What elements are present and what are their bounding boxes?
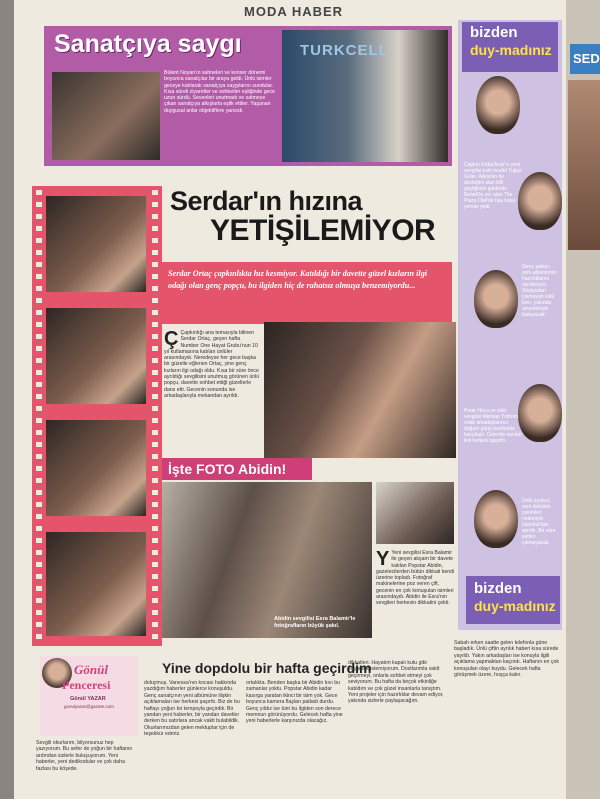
gossip-note: Çapkın Erdal Acar'ın yeni sevgilisi eski model Tuğçe Güler. Ailesinin de desteğini alan ikili geçtiğimiz günlerde Bebek'te yer alan The Plaza Otel'de baş başa yemek yedi.	[464, 162, 522, 210]
film-sprocket-hole	[152, 598, 158, 603]
film-sprocket-hole	[36, 598, 42, 603]
film-sprocket-hole	[36, 466, 42, 471]
film-sprocket-hole	[36, 262, 42, 267]
abidin-photo	[162, 482, 372, 638]
headline-line2: YETİŞİLEMİYOR	[210, 214, 436, 247]
lead-paragraph: Serdar Ortaç çapkınlıkta hız kesmiyor. Katıldığı bir davette güzel kızların ilgi odağı olan genç popçu, bu ilgiden hiç de rahatsız olmuşa benzemiyordu...	[162, 262, 452, 324]
portrait-photo	[476, 76, 520, 134]
photo-caption: Abidin sevgilisi Esra Balamir'le fotoğrafların büyük şakıl.	[274, 616, 356, 629]
gossip-note: Pınar Hoca ve eski sevgilisi Mehtap Yıldırım ortak arkadaşlarının doğum günü partisinde karşılaştı. Özlemle sarılan ikili herkesi şaşırttı.	[464, 408, 522, 444]
film-sprocket-hole	[36, 310, 42, 315]
film-sprocket-hole	[152, 358, 158, 363]
film-sprocket-hole	[152, 610, 158, 615]
film-sprocket-hole	[36, 394, 42, 399]
column-title: Yine dopdolu bir hafta geçirdim	[162, 660, 372, 676]
film-sprocket-hole	[152, 478, 158, 483]
bizden-footer	[466, 576, 560, 624]
article-body-text: Çapkınlığı ana temasıyla bilinen Serdar Ortaç, geçen hafta Number One Hayat Grubu'nun 10 yıl kutlamasına katılan ünlüler arasındaydı. Neredeyse her gece başka bir güzelle eğlenen Ortaç, yine genç kızların ilgi odağı oldu. Kısa bir süre önce ayrıldığı sevgilisini unutmuş görünen ünlü popçu, davette sohbet ettiği güzellerle dans etti. Gecenin sonunda ise arkadaşlarıyla mekandan ayrıldı.	[164, 330, 260, 399]
portrait-photo	[518, 172, 562, 230]
portrait-photo	[474, 490, 518, 548]
film-sprocket-hole	[36, 250, 42, 255]
column-intro: Sevgili okurlarım, bilyorsunuz hep yazıyorum. Bu sefer de yoğun bir haftanın ardından sizlerle buluşuyorum. Yeni haberler, yeni dedikodular ve çok daha fazlası bu köşede.	[36, 740, 133, 772]
foto-heading: İşte FOTO Abidin!	[162, 458, 312, 480]
portrait-photo	[518, 384, 562, 442]
film-sprocket-hole	[152, 262, 158, 267]
film-sprocket-hole	[36, 334, 42, 339]
film-sprocket-hole	[152, 334, 158, 339]
film-sprocket-hole	[36, 538, 42, 543]
film-sprocket-hole	[152, 346, 158, 351]
film-sprocket-hole	[152, 562, 158, 567]
film-sprocket-hole	[36, 562, 42, 567]
film-sprocket-hole	[152, 454, 158, 459]
film-sprocket-hole	[152, 526, 158, 531]
film-sprocket-hole	[152, 466, 158, 471]
bizden-column	[458, 20, 562, 630]
film-photo	[46, 308, 146, 404]
bizden-line2: duy-madınız	[474, 598, 556, 614]
drop-cap: Ç	[164, 330, 179, 350]
bizden-header	[462, 22, 558, 72]
film-sprocket-hole	[152, 550, 158, 555]
film-sprocket-hole	[36, 454, 42, 459]
film-sprocket-hole	[36, 550, 42, 555]
column-logo	[40, 656, 138, 736]
bizden-line1: bizden	[470, 24, 518, 41]
film-sprocket-hole	[36, 610, 42, 615]
film-sprocket-hole	[36, 490, 42, 495]
film-sprocket-hole	[152, 226, 158, 231]
adjacent-page	[566, 0, 600, 799]
article-body	[164, 330, 260, 458]
film-sprocket-hole	[36, 298, 42, 303]
sanat-title: Sanatçıya saygı	[54, 30, 242, 58]
sanat-photo-crowd	[52, 72, 160, 160]
film-sprocket-hole	[152, 202, 158, 207]
film-sprocket-hole	[36, 406, 42, 411]
film-sprocket-hole	[152, 634, 158, 639]
film-sprocket-hole	[36, 214, 42, 219]
bizden-line2: duy-madınız	[470, 42, 552, 58]
film-sprocket-hole	[152, 622, 158, 627]
film-sprocket-hole	[152, 382, 158, 387]
film-sprocket-hole	[36, 574, 42, 579]
film-sprocket-hole	[36, 442, 42, 447]
drop-cap: Y	[376, 550, 390, 570]
bizden-line1: bizden	[474, 580, 522, 597]
film-sprocket-hole	[152, 286, 158, 291]
film-sprocket-hole	[36, 274, 42, 279]
abidin-body	[376, 550, 456, 638]
film-sprocket-hole	[152, 322, 158, 327]
newspaper-page	[14, 0, 566, 799]
film-sprocket-hole	[36, 238, 42, 243]
film-sprocket-hole	[152, 370, 158, 375]
column-text: dikkatleri. Hayatım kapalı kutu gibi yaşamak istemiyorum. Dostlarımla vakit geçirmeyi, onlarla sohbet etmeyi çok seviyorum. Bu hafta da birçok etkinliğe katıldım ve çok güzel insanlarla tanıştım. Yeni projeler için hazırlıklar devam ediyor, yakında sizlerle paylaşacağım.	[348, 660, 444, 705]
party-photo	[264, 322, 456, 458]
film-photo	[46, 196, 146, 292]
column-text: ortalıkta. Benden başka bir Abidin kıvı bu zamanlar yoktu. Popstar Abidin kadar kasırga yaratan ikinci bir isim yok. Gece boyunca kamera flaşları patladı durdu. Genç yıldız ise tüm bu ilgiden son derece memnun görünüyordu. Gelecek hafta yine yeni haberlerle karşınızda olacağız.	[246, 680, 343, 725]
film-sprocket-hole	[152, 514, 158, 519]
film-sprocket-hole	[36, 622, 42, 627]
film-sprocket-hole	[152, 442, 158, 447]
section-header: MODA HABER	[244, 4, 344, 19]
film-photo	[46, 532, 146, 636]
headline-line1: Serdar'ın hızına	[170, 186, 362, 216]
couple-photo	[376, 482, 454, 544]
stage-logo: TURKCELL	[300, 42, 389, 59]
adjacent-page-badge: SED	[570, 44, 600, 74]
film-sprocket-hole	[152, 214, 158, 219]
film-sprocket-hole	[36, 526, 42, 531]
film-photo	[46, 420, 146, 516]
abidin-body-text: Yeni sevgilisi Esra Balamir ile geçen akşam bir davete katılan Popstar Abidin, gazetecilerden bütün dikkati kendi üzerine topladı. Fotoğraf makinelerine poz veren çift, gecenin en çok konuşulan isimleri arasındaydı. Abidin ile Esra'nın sevgileri herkesin dikkatini çekti.	[376, 550, 455, 607]
film-sprocket-hole	[152, 502, 158, 507]
film-sprocket-hole	[152, 406, 158, 411]
columnist-email: gonulyazar@gazete.com	[64, 704, 114, 709]
film-sprocket-hole	[152, 310, 158, 315]
film-sprocket-hole	[152, 190, 158, 195]
sanat-body: Bülent Noyan'ın sahneleri ve konser dönemi boyunca sanatçılar bir araya geldi. Ünlü isimler geceye katılarak sanatçıya saygılarını sundular. Kısa süreli ziyaretler ve sohbetler eşliğinde gece uzun sürdü. Sevenleri unutmadı ve sahneye çıkan sanatçıya alkışlarla eşlik ettiler. Yaşanan duygusal anlar objektiflere yansıdı.	[164, 70, 276, 114]
gossip-note: Genç şarkıcı yeni albümünün hazırlıklarını sürdürüyor. Stüdyodan çıkmayan ünlü isim, yakında sevenleriyle buluşacak.	[522, 264, 558, 318]
columnist-name: Gönül YAZAR	[70, 696, 106, 702]
film-sprocket-hole	[152, 274, 158, 279]
film-sprocket-hole	[36, 370, 42, 375]
film-sprocket-hole	[36, 190, 42, 195]
film-sprocket-hole	[152, 574, 158, 579]
column-name-1: Gönül	[74, 662, 108, 677]
film-sprocket-hole	[36, 514, 42, 519]
portrait-photo	[474, 270, 518, 328]
film-sprocket-hole	[36, 322, 42, 327]
film-sprocket-hole	[36, 478, 42, 483]
film-sprocket-hole	[152, 538, 158, 543]
film-sprocket-hole	[152, 586, 158, 591]
adjacent-page-photo	[568, 80, 600, 250]
film-sprocket-hole	[36, 358, 42, 363]
film-sprocket-hole	[36, 430, 42, 435]
column-text: doluymuş. Vanessa'nın kocası hakkında yazdığım haberler günlerce konuşuldu. Genç sanatçının yeni albümüne ilişkin açıklamaları ise herkesi şaşırttı. Biz de bu haftayı yoğun bir tempoyla geçirdik. Bir yandan yeni haberler, bir yandan davetler derken bu satırlara ancak vakit bulabildik. Okurlarımızdan gelen mektuplar için de teşekkür ederiz.	[144, 680, 240, 738]
film-sprocket-hole	[36, 202, 42, 207]
film-sprocket-hole	[36, 286, 42, 291]
film-sprocket-hole	[152, 298, 158, 303]
film-sprocket-hole	[152, 250, 158, 255]
film-sprocket-hole	[152, 430, 158, 435]
film-sprocket-hole	[36, 382, 42, 387]
film-sprocket-hole	[36, 418, 42, 423]
film-sprocket-hole	[152, 394, 158, 399]
film-sprocket-hole	[36, 634, 42, 639]
film-sprocket-hole	[36, 226, 42, 231]
sanat-photo-stage	[282, 30, 448, 162]
film-strip	[32, 186, 162, 646]
sanat-box	[44, 26, 452, 166]
film-sprocket-hole	[152, 418, 158, 423]
column-name-2: Penceresi	[62, 678, 111, 692]
film-sprocket-hole	[36, 586, 42, 591]
film-sprocket-hole	[36, 346, 42, 351]
gossip-note: Ünlü oyuncu yeni dizisinin çekimleri nedeniyle İstanbul'dan ayrıldı. Bir süre setten çıkmayacak.	[522, 498, 556, 546]
film-sprocket-hole	[152, 238, 158, 243]
film-sprocket-hole	[36, 502, 42, 507]
column-text: Sabah erken saatte gelen telefonla güne başladık. Ünlü çiftin ayrılık haberi kısa sürede yayıldı. Yakın arkadaşları ise konuyla ilgili açıklama yapmaktan kaçındı. Haftanın en çok konuşulan olayı buydu. Gelecek hafta görüşmek üzere, hoşça kalın.	[454, 640, 559, 679]
film-sprocket-hole	[152, 490, 158, 495]
